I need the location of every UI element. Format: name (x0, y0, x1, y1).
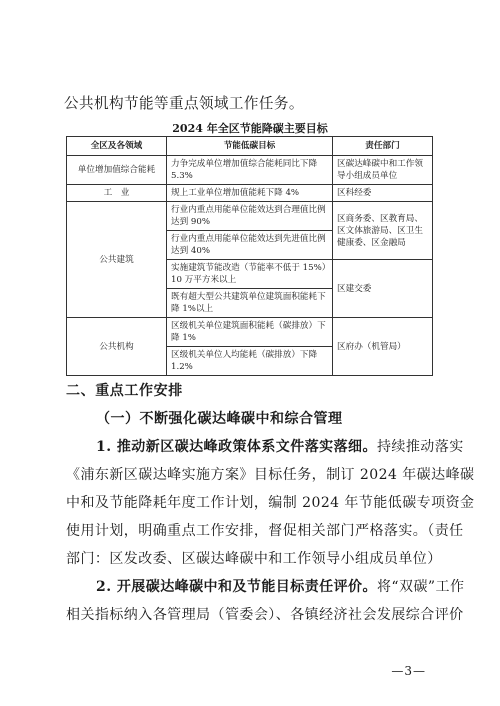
dept-cell: 区府办（机管局） (333, 318, 433, 376)
dept-cell: 区碳达峰碳中和工作领导小组成员单位 (333, 156, 433, 185)
dept-cell: 区商务委、区教育局、区文体旅游局、区卫生健康委、区金融局 (333, 202, 433, 260)
header-field: 全区及各领域 (67, 137, 167, 156)
target-cell: 力争完成单位增加值综合能耗同比下降 5.3% (167, 156, 333, 185)
section-heading: 二、重点工作安排 (66, 383, 183, 399)
energy-targets-table (66, 136, 433, 376)
field-cell: 公共机构 (67, 318, 167, 376)
field-cell: 公共建筑 (67, 202, 167, 318)
paragraph-line (96, 576, 464, 596)
field-cell: 单位增加值综合能耗 (67, 156, 167, 185)
paragraph-line (96, 436, 464, 456)
target-cell: 行业内重点用能单位能效达到先进值比例达到 40% (167, 231, 333, 260)
target-cell: 行业内重点用能单位能效达到合理值比例达到 90% (167, 202, 333, 231)
paragraph-line: 相关指标纳入各管理局（管委会）、各镇经济社会发展综合评价 (66, 607, 464, 623)
dept-cell: 区科经委 (333, 185, 433, 202)
table-header-row (67, 137, 433, 156)
item-text: 持续推动落实 (376, 439, 464, 455)
target-cell: 规上工业单位增加值能耗下降 4% (167, 185, 333, 202)
target-cell: 既有超大型公共建筑单位建筑面积能耗下降 1%以上 (167, 289, 333, 318)
item-title: 1. 推动新区碳达峰政策体系文件落实落细。 (96, 439, 377, 455)
table-row (67, 156, 433, 185)
table-row (67, 318, 433, 347)
header-target: 节能低碳目标 (167, 137, 333, 156)
target-cell: 区级机关单位人均能耗（碳排放）下降 1.2% (167, 347, 333, 376)
item-title: 2. 开展碳达峰碳中和及节能目标责任评价。 (96, 579, 377, 595)
dept-cell: 区建交委 (333, 260, 433, 318)
subsection-heading: （一）不断强化碳达峰碳中和综合管理 (96, 411, 343, 427)
table-row (67, 202, 433, 231)
header-dept: 责任部门 (333, 137, 433, 156)
paragraph-line: 部门：区发改委、区碳达峰碳中和工作领导小组成员单位） (66, 551, 442, 567)
intro-paragraph-line: 公共机构节能等重点领域工作任务。 (64, 95, 304, 112)
field-cell: 工 业 (67, 185, 167, 202)
table-row (67, 185, 433, 202)
item-text: 将“双碳”工作 (376, 579, 465, 595)
table-caption: 2024 年全区节能降碳主要目标 (172, 122, 328, 135)
target-cell: 区级机关单位建筑面积能耗（碳排放）下降 1% (167, 318, 333, 347)
page-number: —3— (391, 664, 426, 678)
target-cell: 实施建筑节能改造（节能率不低于 15%）10 万平方米以上 (167, 260, 333, 289)
paragraph-line: 中和及节能降耗年度工作计划，编制 2024 年节能低碳专项资金 (66, 495, 475, 511)
paragraph-line: 使用计划，明确重点工作安排，督促相关部门严格落实。（责任 (66, 523, 464, 539)
paragraph-line: 《浦东新区碳达峰实施方案》目标任务，制订 2024 年碳达峰碳 (66, 467, 475, 483)
